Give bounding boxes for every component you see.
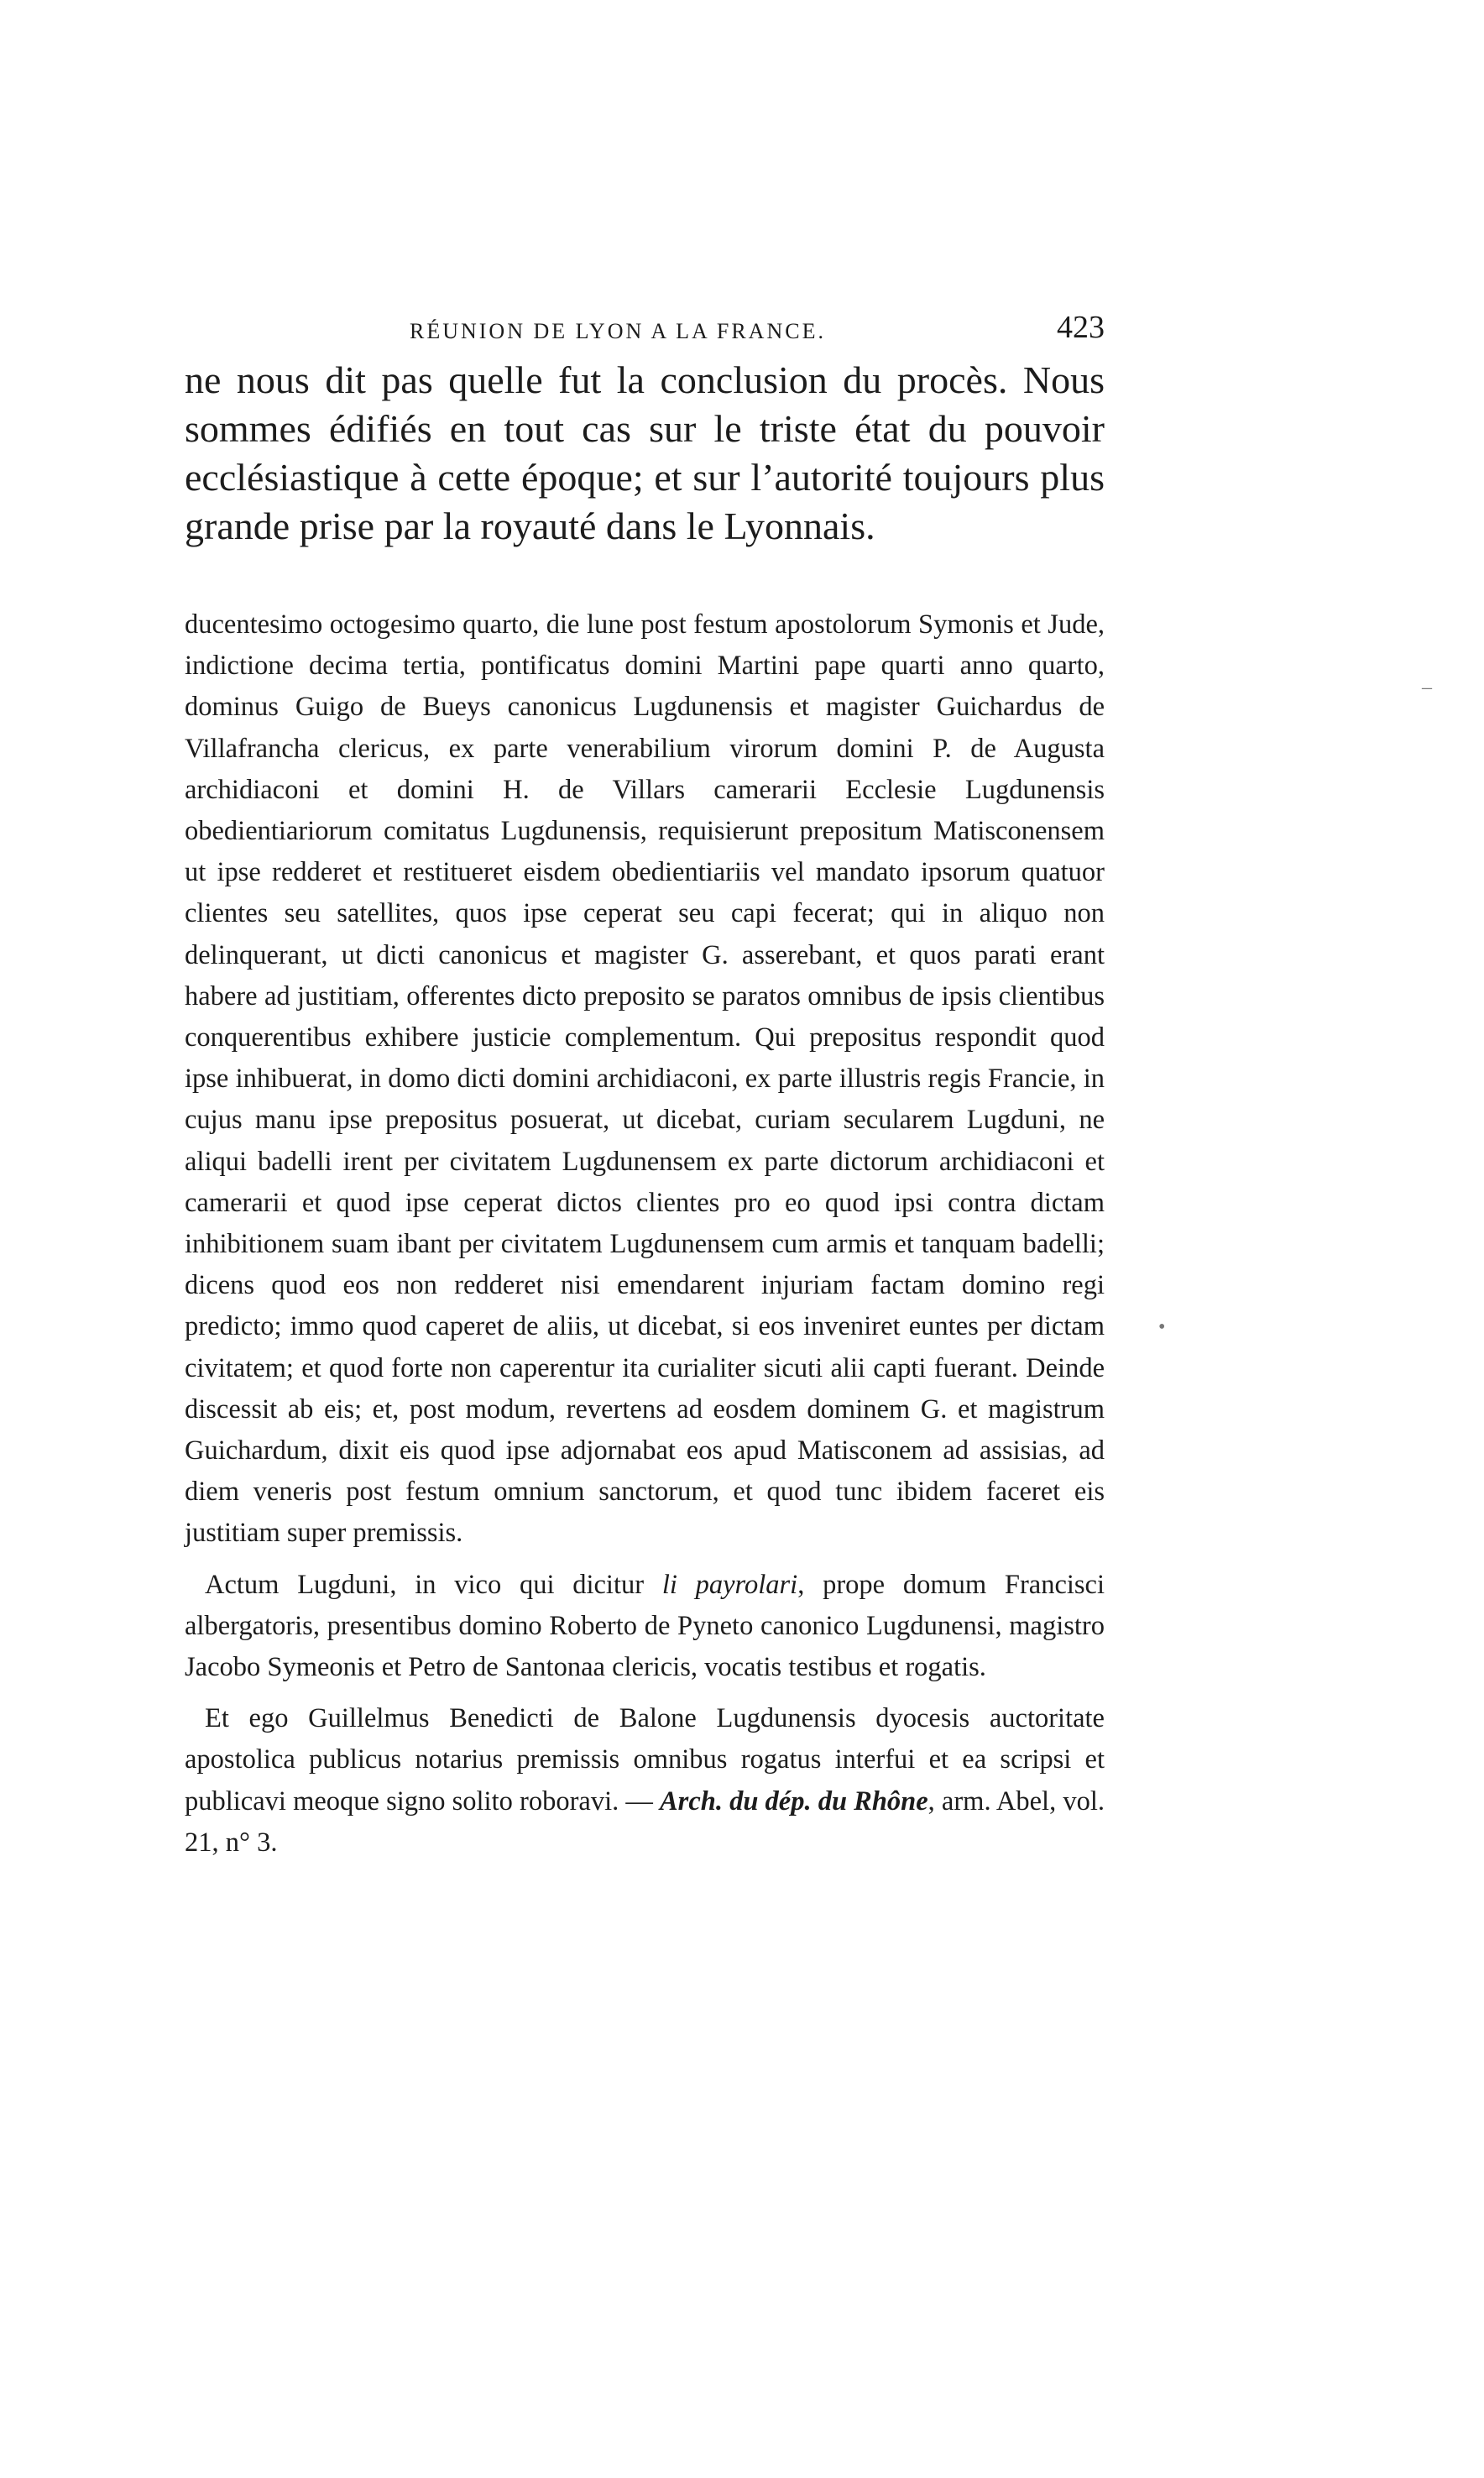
paragraph-3-text-after: , arm. Abel, vol. 21, n° 3. <box>185 1785 1105 1858</box>
page-number: 423 <box>1057 310 1105 345</box>
document-paragraph-2 <box>185 1565 1105 1689</box>
main-text-paragraph: ne nous dit pas quelle fut la conclusion du procès. Nous sommes édifiés en tout cas sur le triste état du pouvoir ecclésiastique à cette époque; et sur l’autorité toujours plus grande prise par la royauté dans le Lyonnais. <box>185 358 1105 547</box>
stray-mark-dot: • <box>1158 1316 1166 1338</box>
place-name-italic: li payrolari <box>661 1569 798 1600</box>
running-title: RÉUNION DE LYON A LA FRANCE. <box>410 319 826 343</box>
paragraph-2-text-before: Actum Lugduni, in vico qui dicitur <box>205 1569 645 1600</box>
archive-source-citation: Arch. du dép. du Rhône <box>660 1785 928 1817</box>
stray-mark-dash: – <box>1422 677 1432 698</box>
document-paragraph-1: ducentesimo octogesimo quarto, die lune post festum apostolorum Symonis et Jude, indictione decima tertia, pontificatus domini Martini pape quarti anno quarto, dominus Guigo de Bueys canonicus Lugdunensis et magister Guichardus de Villafrancha clericus, ex parte venerabilium virorum domini P. de Augusta archidiaconi et domini H. de Villars camerarii Ecclesie Lugdunensis obedientiariorum comitatus Lugdunensis, requisierunt prepositum Matisconensem ut ipse redderet et restitueret eisdem obedientiariis vel mandato ipsorum quatuor clientes seu satellites, quos ipse ceperat seu capi fecerat; qui in aliquo non delinquerant, ut dicti canonicus et magister G. asserebant, et quos parati erant habere ad justitiam, offerentes dicto preposito se paratos omnibus de ipsis clientibus conquerentibus exhibere justicie complementum. Qui prepositus respondit quod ipse inhibuerat, in domo dicti domini archidiaconi, ex parte illustris regis Francie, in cujus manu ipse prepositus posuerat, ut dicebat, curiam secularem Lugduni, ne aliqui badelli irent per civitatem Lugdunensem ex parte dictorum archidiaconi et camerarii et quod ipse ceperat dictos clientes pro eo quod ipsi contra dictam inhibitionem suam ibant per civitatem Lugdunensem cum armis et tanquam badelli; dicens quod eos non redderet nisi emendarent injuriam factam domino regi predicto; immo quod caperet de aliis, ut dicebat, si eos inveniret euntes per dictam civitatem; et quod forte non caperentur ita curialiter sicuti alii capti fuerant. Deinde discessit ab eis; et, post modum, revertens ad eosdem dominem G. et magistrum Guichardum, dixit eis quod ipse adjornabat eos apud Matisconem ad assisias, ad diem veneris post festum omnium sanctorum, et quod tunc ibidem faceret eis justitiam super premissis. <box>185 609 1105 1549</box>
latin-document <box>185 604 1105 1864</box>
paragraph-3-text-before: Et ego Guillelmus Benedicti de Balone Lugdunensis dyocesis auctoritate apostolica publicus notarius premissis omnibus rogatus interfui et ea scripsi et publicavi meoque signo solito roboravi. — <box>185 1703 1105 1817</box>
document-paragraph-3 <box>185 1698 1105 1864</box>
paragraph-2-text-after: , prope domum Francisci albergatoris, presentibus domino Roberto de Pyneto canonico Lugdunensi, magistro Jacobo Symeonis et Petro de Santonaa clericis, vocatis testibus et rogatis. <box>185 1569 1105 1683</box>
running-head <box>185 312 1105 359</box>
